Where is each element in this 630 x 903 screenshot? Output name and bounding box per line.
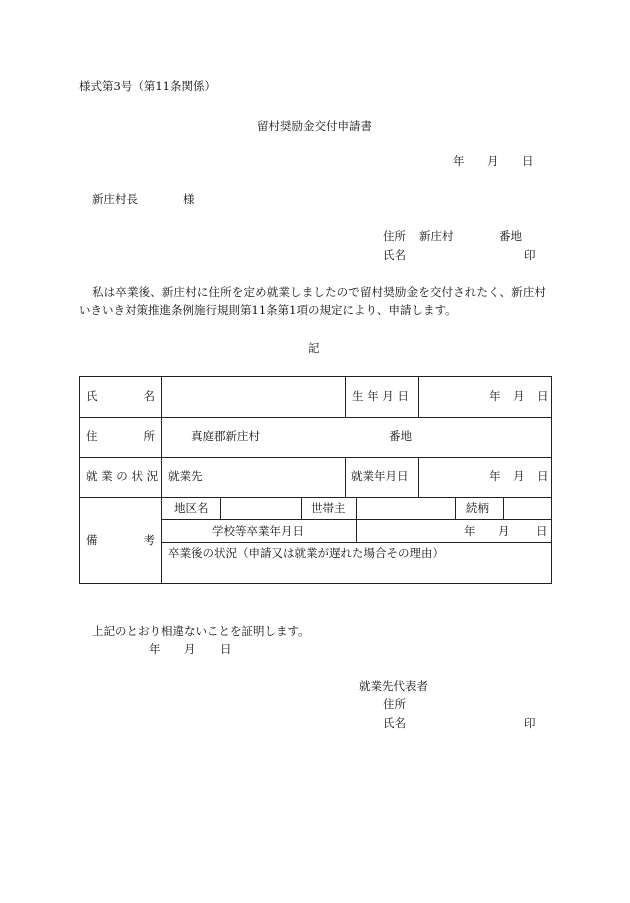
representative-seal: 印	[524, 716, 536, 730]
form-number: 様式第3号（第11条関係）	[79, 79, 216, 93]
ki-heading: 記	[308, 341, 320, 355]
application-date-month: 月	[487, 154, 499, 168]
representative-label: 就業先代表者	[359, 679, 428, 693]
relation-label: 続柄	[466, 501, 489, 515]
employment-date-month: 月	[513, 469, 525, 483]
certification-date-year: 年	[149, 642, 161, 656]
applicant-name-label: 氏名	[383, 248, 406, 262]
post-graduation-status-label: 卒業後の状況（申請又は就業が遅れた場合その理由）	[168, 546, 444, 560]
applicant-seal: 印	[524, 248, 536, 262]
birth-date-month: 月	[513, 389, 525, 403]
body-text-line1: 私は卒業後、新庄村に住所を定め就業しましたので留村奨励金を交付されたく、新庄村	[92, 285, 547, 299]
representative-address-label: 住所	[383, 697, 406, 711]
application-date-year: 年	[453, 154, 465, 168]
addressee-name: 新庄村長	[92, 192, 138, 206]
graduation-date-month: 月	[498, 524, 510, 538]
certification-date-month: 月	[184, 642, 196, 656]
application-date-day: 日	[522, 154, 534, 168]
household-head-label: 世帯主	[311, 501, 346, 515]
addressee-honorific: 様	[183, 192, 195, 206]
document-title: 留村奨励金交付申請書	[257, 119, 372, 133]
address-value: 真庭郡新庄村	[191, 429, 260, 443]
district-label: 地区名	[174, 501, 209, 515]
birth-date-label: 生 年 月 日	[352, 389, 409, 403]
name-value-field[interactable]	[168, 383, 338, 411]
employment-date-day: 日	[537, 469, 549, 483]
graduation-date-label: 学校等卒業年月日	[212, 524, 304, 538]
certification-statement: 上記のとおり相違ないことを証明します。	[92, 624, 310, 638]
certification-date-day: 日	[220, 642, 232, 656]
application-table	[79, 376, 552, 584]
remarks-label: 備 考	[86, 533, 155, 547]
employment-date-year: 年	[489, 469, 501, 483]
address-banchi: 番地	[389, 429, 412, 443]
employer-label: 就業先	[168, 469, 203, 483]
applicant-village: 新庄村	[419, 229, 454, 243]
address-label: 住 所	[86, 429, 155, 443]
name-label: 氏 名	[86, 389, 155, 403]
graduation-date-year: 年	[464, 524, 476, 538]
representative-name-label: 氏名	[383, 716, 406, 730]
employment-status-label: 就 業 の 状 況	[86, 469, 159, 483]
body-text-line2: いきいき対策推進条例施行規則第11条第1項の規定により、申請します。	[79, 303, 457, 317]
employment-date-label: 就業年月日	[351, 469, 409, 483]
applicant-address-label: 住所	[383, 229, 406, 243]
birth-date-day: 日	[537, 389, 549, 403]
applicant-banchi: 番地	[499, 229, 522, 243]
graduation-date-day: 日	[536, 524, 548, 538]
birth-date-year: 年	[489, 389, 501, 403]
